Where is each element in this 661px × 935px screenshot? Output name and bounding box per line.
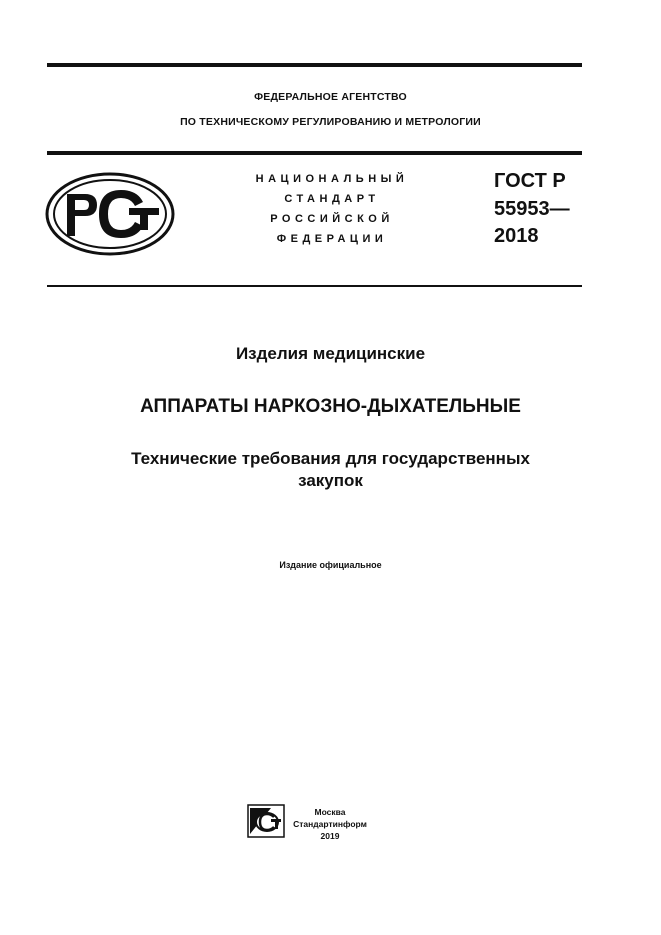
standard-type-line-2: СТАНДАРТ	[284, 193, 380, 205]
publisher-name: Стандартинформ	[293, 819, 367, 829]
standartinform-logo-icon	[247, 804, 285, 838]
title-line-3b: закупок	[298, 471, 363, 490]
agency-line-1: ФЕДЕРАЛЬНОЕ АГЕНТСТВО	[254, 91, 407, 103]
gost-designation-line-3: 2018	[494, 225, 539, 247]
standard-type-line-4: ФЕДЕРАЦИИ	[276, 233, 388, 245]
edition-note: Издание официальное	[279, 560, 382, 570]
top-rule	[47, 63, 582, 67]
gost-designation-line-2: 55953—	[494, 198, 570, 220]
agency-line-2: ПО ТЕХНИЧЕСКОМУ РЕГУЛИРОВАНИЮ И МЕТРОЛОГИИ	[180, 116, 481, 128]
standard-type-line-3: РОССИЙСКОЙ	[270, 213, 394, 225]
title-line-1: Изделия медицинские	[235, 344, 426, 363]
rst-certification-mark-icon	[45, 172, 175, 256]
gost-designation-line-1: ГОСТ Р	[494, 170, 566, 192]
publisher-year: 2019	[320, 831, 340, 841]
header-rule	[47, 151, 582, 155]
standard-type-line-1: НАЦИОНАЛЬНЫЙ	[255, 173, 409, 185]
title-line-3a: Технические требования для государственных	[131, 449, 530, 468]
standard-rule	[47, 285, 582, 287]
publisher-city: Москва	[314, 807, 346, 817]
title-line-2: АППАРАТЫ НАРКОЗНО-ДЫХАТЕЛЬНЫЕ	[140, 396, 521, 417]
